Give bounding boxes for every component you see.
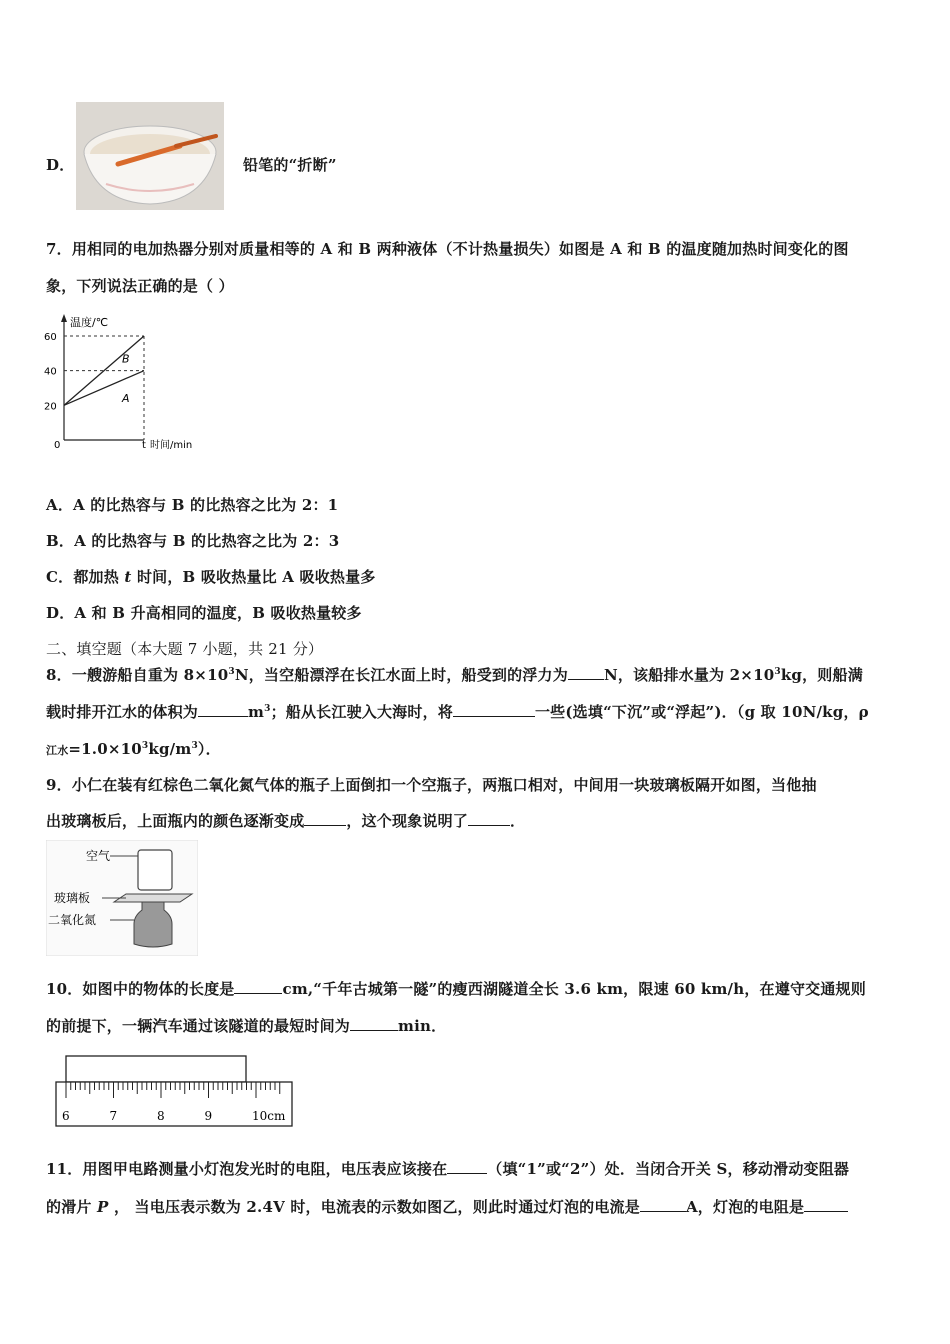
q8-l1-c: N，该船排水量为 2×10 bbox=[603, 666, 775, 684]
q10-l1-a: 10．如图中的物体的长度是 bbox=[46, 980, 235, 998]
series-line-A bbox=[64, 371, 144, 406]
q8-line3 bbox=[46, 738, 221, 759]
y-tick-20: 20 bbox=[44, 401, 57, 413]
q8-l3-sup2: 3 bbox=[191, 741, 198, 751]
q11-blank-1[interactable] bbox=[447, 1161, 487, 1174]
q8-l3-sup: 3 bbox=[141, 741, 149, 751]
q8-l1-a: 8．一艘游船自重为 8×10 bbox=[46, 666, 229, 684]
ruler-label-7: 7 bbox=[109, 1109, 118, 1123]
series-label-A: A bbox=[122, 392, 130, 405]
q8-l2-sup: 3 bbox=[264, 704, 271, 714]
q8-line1 bbox=[46, 664, 863, 685]
measured-object bbox=[66, 1056, 246, 1082]
q11-l2-p: P bbox=[97, 1198, 109, 1216]
q9-l2-c: ． bbox=[510, 812, 526, 830]
q8-l3-a: =1.0×10 bbox=[68, 740, 142, 758]
q9-line2 bbox=[46, 810, 525, 831]
q7-option-b: B．A 的比热容与 B 的比热容之比为 2：3 bbox=[46, 532, 340, 550]
q8-l1-sup1: 3 bbox=[228, 667, 235, 677]
y-axis-arrow bbox=[61, 314, 67, 322]
q9-l2-a: 出玻璃板后，上面瓶内的颜色逐渐变成 bbox=[46, 812, 305, 830]
gas-diffusion-figure bbox=[46, 840, 198, 956]
q10-blank-2[interactable] bbox=[350, 1018, 398, 1031]
q7-option-c-suffix: 时间，B 吸收热量比 A 吸收热量多 bbox=[131, 568, 376, 586]
x-tick-t: t bbox=[142, 440, 146, 451]
q8-l3-sub: 江水 bbox=[46, 744, 69, 757]
q8-l2-a: 载时排开江水的体积为 bbox=[46, 703, 199, 721]
q8-l1-b: N，当空船漂浮在长江水面上时，船受到的浮力为 bbox=[234, 666, 568, 684]
q7-option-d: D．A 和 B 升高相同的温度，B 吸收热量较多 bbox=[46, 604, 362, 622]
series-label-B: B bbox=[122, 352, 130, 366]
q6-option-d-label: D． bbox=[46, 156, 75, 174]
x-axis-label: 时间/min bbox=[150, 440, 193, 451]
q7-option-c bbox=[46, 566, 376, 587]
label-glass-plate: 玻璃板 bbox=[54, 891, 91, 905]
section2-heading: 二、填空题（本大题 7 小题，共 21 分） bbox=[46, 640, 324, 658]
q10-line1 bbox=[46, 978, 866, 999]
ruler-figure bbox=[52, 1054, 296, 1128]
q7-option-a: A．A 的比热容与 B 的比热容之比为 2：1 bbox=[46, 496, 339, 514]
label-air: 空气 bbox=[86, 849, 111, 863]
q11-l1-a: 11．用图甲电路测量小灯泡发光时的电阻，电压表应该接在 bbox=[46, 1160, 448, 1178]
temperature-time-chart bbox=[40, 312, 230, 457]
q7-stem-line1: 7．用相同的电加热器分别对质量相等的 A 和 B 两种液体（不计热量损失）如图是 A 和 B 的温度随加热时间变化的图 bbox=[46, 240, 849, 258]
q8-l1-sup2: 3 bbox=[774, 667, 781, 677]
y-tick-60: 60 bbox=[44, 332, 57, 343]
q10-blank-1[interactable] bbox=[234, 981, 282, 994]
q8-l2-d: 一些(选填“下沉”或“浮起”)．（g 取 10N/kg，ρ bbox=[534, 703, 869, 721]
q8-blank-2[interactable] bbox=[198, 704, 248, 717]
q8-line2 bbox=[46, 701, 869, 722]
q11-l2-b: ， 当电压表示数为 2.4V 时，电流表的示数如图乙，则此时通过灯泡的电流是 bbox=[108, 1198, 640, 1216]
q11-blank-3[interactable] bbox=[804, 1199, 848, 1212]
q8-l2-c: ；船从长江驶入大海时，将 bbox=[270, 703, 453, 721]
q9-l2-b: ，这个现象说明了 bbox=[346, 812, 469, 830]
q8-l3-b: kg/m bbox=[148, 740, 192, 758]
q7-stem-line2: 象，下列说法正确的是（ ） bbox=[46, 277, 234, 295]
y-tick-40: 40 bbox=[44, 366, 57, 378]
ruler-label-6: 6 bbox=[62, 1109, 70, 1123]
ruler-label-9: 9 bbox=[204, 1109, 213, 1123]
q8-blank-3[interactable] bbox=[453, 704, 535, 717]
q10-line2 bbox=[46, 1015, 446, 1036]
q7-option-c-t: t bbox=[124, 568, 132, 586]
q10-l2-b: min． bbox=[398, 1017, 447, 1035]
q11-l2-a: 的滑片 bbox=[46, 1198, 98, 1216]
q11-line2 bbox=[46, 1196, 848, 1217]
label-no2: 二氧化氮 bbox=[48, 913, 97, 927]
q11-l1-b: （填“1”或“2”）处．当闭合开关 S，移动滑动变阻器 bbox=[487, 1160, 850, 1178]
q11-l2-c: A，灯泡的电阻是 bbox=[685, 1198, 805, 1216]
ruler-label-10cm: 10cm bbox=[252, 1109, 286, 1123]
q10-l2-a: 的前提下，一辆汽车通过该隧道的最短时间为 bbox=[46, 1017, 351, 1035]
q9-blank-2[interactable] bbox=[468, 813, 510, 826]
q9-line1: 9．小仁在装有红棕色二氧化氮气体的瓶子上面倒扣一个空瓶子，两瓶口相对，中间用一块玻璃板隔开如图，当他抽 bbox=[46, 776, 817, 794]
q11-blank-2[interactable] bbox=[640, 1199, 686, 1212]
q6-option-d-caption: 铅笔的“折断” bbox=[243, 156, 337, 174]
origin-label: 0 bbox=[54, 440, 61, 451]
q8-l1-d: kg，则船满 bbox=[780, 666, 863, 684]
bowl-pencil-image bbox=[76, 102, 224, 210]
q7-option-c-prefix: C．都加热 bbox=[46, 568, 125, 586]
q10-l1-b: cm,“千年古城第一隧”的瘦西湖隧道全长 3.6 km，限速 60 km/h，在遵守交通规则 bbox=[282, 980, 866, 998]
q9-blank-1[interactable] bbox=[304, 813, 346, 826]
q8-blank-1[interactable] bbox=[568, 667, 604, 680]
q11-line1 bbox=[46, 1158, 849, 1179]
ruler-label-8: 8 bbox=[157, 1109, 165, 1123]
y-axis-label: 温度/℃ bbox=[70, 316, 109, 329]
q8-l3-c: ）． bbox=[197, 740, 221, 758]
q8-l2-b: m bbox=[248, 703, 265, 721]
